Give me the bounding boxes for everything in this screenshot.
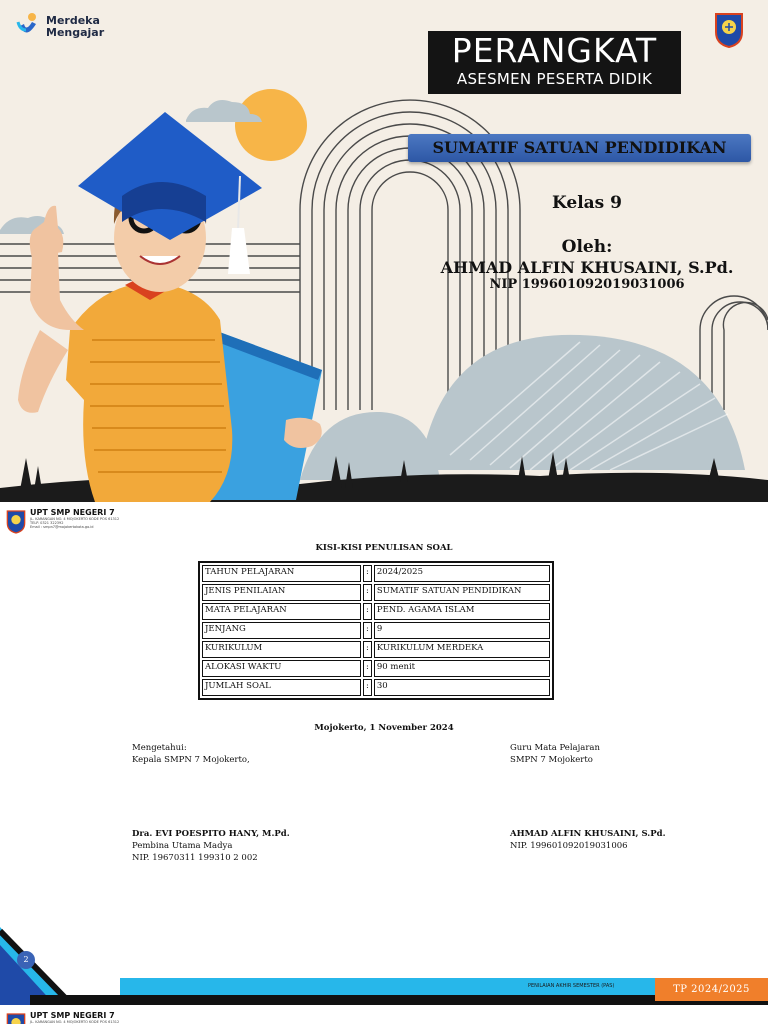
teacher-identity [510, 828, 666, 852]
cover-page [0, 0, 768, 502]
academic-year-badge: TP 2024/2025 [655, 978, 768, 1001]
school-name: UPT SMP NEGERI 7 [30, 508, 115, 517]
row-separator: : [363, 660, 372, 677]
row-separator: : [363, 584, 372, 601]
principal-acknowledge: Mengetahui: [132, 743, 187, 753]
teacher-role: Guru Mata Pelajaran [510, 743, 600, 753]
row-value: SUMATIF SATUAN PENDIDIKAN [374, 584, 550, 601]
kisi-kisi-page [0, 502, 768, 1005]
row-label: JUMLAH SOAL [202, 679, 361, 696]
next-page-preview [0, 1005, 768, 1024]
school-address-2: TELP. 0321 322392 [30, 521, 64, 526]
school-logo-icon [6, 1011, 26, 1024]
school-name: UPT SMP NEGERI 7 [30, 1011, 115, 1020]
row-value: 2024/2025 [374, 565, 550, 582]
teacher-signature-block [510, 742, 600, 766]
footer-exam-label: PENILAIAN AKHIR SEMESTER (PAS) [528, 983, 615, 989]
page-number: 2 [17, 951, 35, 969]
table-row [202, 679, 550, 696]
by-label: Oleh: [561, 237, 613, 257]
row-label: JENIS PENILAIAN [202, 584, 361, 601]
school-address-3: Email : smpn7@mojokertokota.go.id [30, 525, 94, 530]
brand-line-2: Mengajar [46, 26, 105, 39]
row-separator: : [363, 603, 372, 620]
merdeka-mengajar-logo [16, 12, 104, 42]
brand-line-1: Merdeka [46, 14, 100, 27]
merdeka-logo-icon [16, 12, 40, 42]
principal-title: Kepala SMPN 7 Mojokerto, [132, 755, 250, 765]
school-letterhead [6, 508, 119, 534]
assessment-info-table [198, 561, 554, 700]
principal-rank: Pembina Utama Madya [132, 841, 233, 851]
principal-signature-block [132, 742, 250, 766]
table-row [202, 565, 550, 582]
principal-identity [132, 828, 290, 864]
table-row [202, 603, 550, 620]
cover-title-sub: ASESMEN PESERTA DIDIK [456, 70, 653, 88]
row-label: KURIKULUM [202, 641, 361, 658]
row-value: 9 [374, 622, 550, 639]
row-value: PEND. AGAMA ISLAM [374, 603, 550, 620]
assessment-banner: SUMATIF SATUAN PENDIDIKAN [408, 134, 751, 162]
title-box [428, 31, 681, 94]
principal-nip: NIP. 19670311 199310 2 002 [132, 853, 258, 863]
document-heading: KISI-KISI PENULISAN SOAL [315, 543, 453, 553]
row-separator: : [363, 622, 372, 639]
date-place: Mojokerto, 1 November 2024 [314, 723, 454, 733]
row-label: JENJANG [202, 622, 361, 639]
row-label: TAHUN PELAJARAN [202, 565, 361, 582]
row-value: 30 [374, 679, 550, 696]
row-value: 90 menit [374, 660, 550, 677]
student-illustration [18, 112, 322, 502]
row-label: MATA PELAJARAN [202, 603, 361, 620]
cover-title-main: PERANGKAT [451, 31, 658, 70]
school-letterhead [6, 1011, 119, 1024]
author-name: AHMAD ALFIN KHUSAINI, S.Pd. [440, 258, 734, 277]
row-separator: : [363, 679, 372, 696]
table-row [202, 622, 550, 639]
school-logo-icon [6, 508, 26, 534]
class-level: Kelas 9 [551, 193, 622, 213]
school-crest-icon [714, 10, 744, 48]
row-separator: : [363, 565, 372, 582]
row-label: ALOKASI WAKTU [202, 660, 361, 677]
table-row [202, 641, 550, 658]
author-nip: NIP 199601092019031006 [489, 277, 685, 292]
row-separator: : [363, 641, 372, 658]
teacher-nip: NIP. 199601092019031006 [510, 841, 628, 851]
school-address-1: JL. KARANGAN NO. 4 MOJOKERTO KODE POS 61312 [30, 517, 120, 521]
teacher-school: SMPN 7 Mojokerto [510, 755, 593, 765]
table-row [202, 584, 550, 601]
table-row [202, 660, 550, 677]
row-value: KURIKULUM MERDEKA [374, 641, 550, 658]
school-address-1: JL. KARANGAN NO. 4 MOJOKERTO KODE POS 61312 [30, 1020, 120, 1024]
teacher-name: AHMAD ALFIN KHUSAINI, S.Pd. [510, 829, 666, 839]
principal-name: Dra. EVI POESPITO HANY, M.Pd. [132, 829, 290, 839]
